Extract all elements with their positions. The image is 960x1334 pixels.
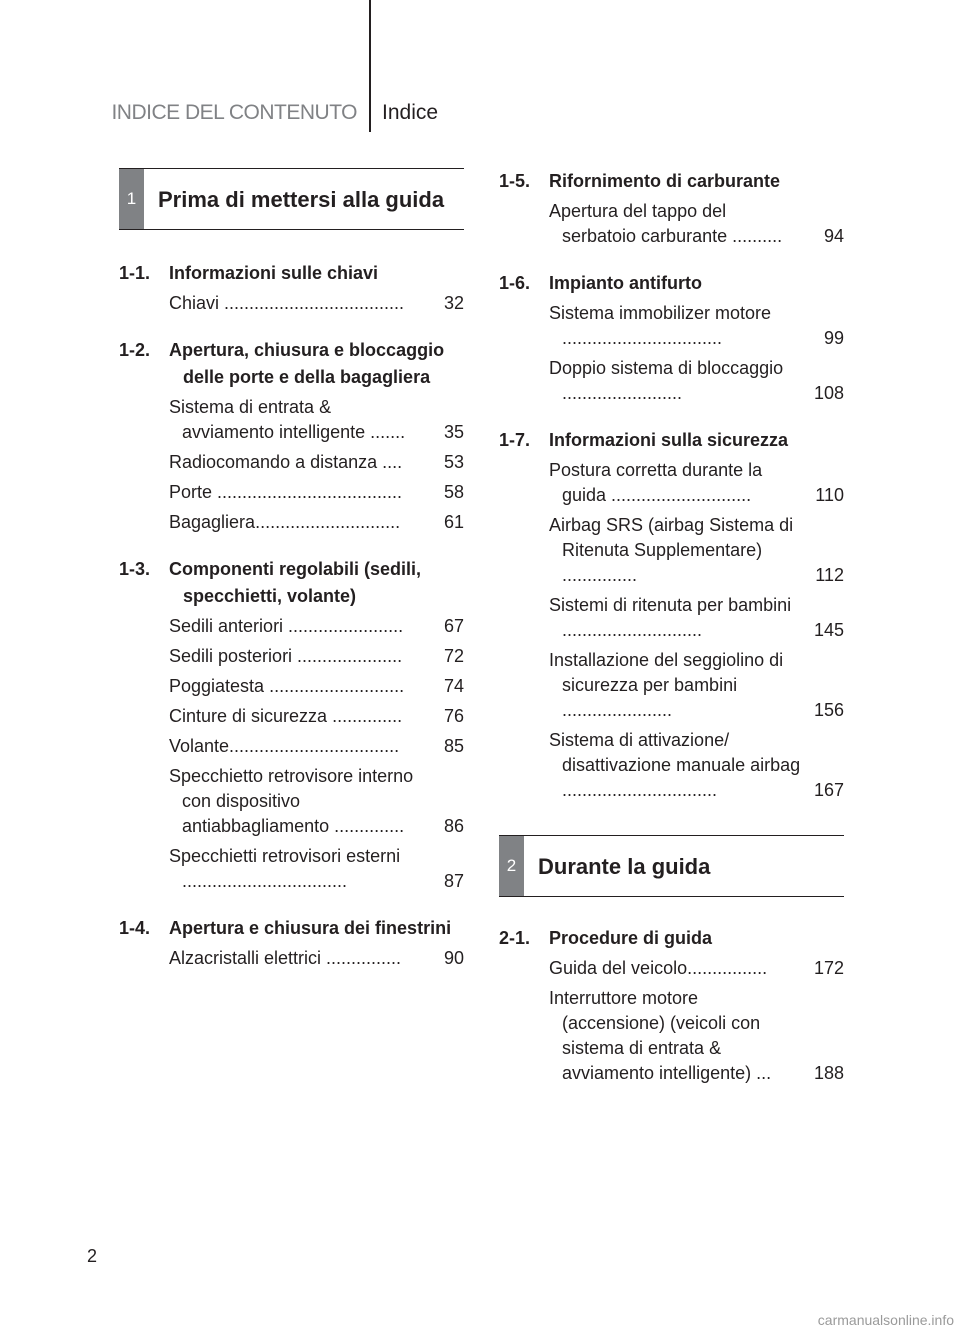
toc-entry-page: 110 <box>815 485 844 505</box>
section-number: 1-5. <box>499 171 531 191</box>
section-number: 2-1. <box>499 928 531 948</box>
toc-entry-page: 86 <box>443 816 464 836</box>
section-heading[interactable] <box>499 168 844 195</box>
toc-entry-page: 74 <box>443 676 464 696</box>
section-number: 1-6. <box>499 273 531 293</box>
section-heading[interactable] <box>499 925 844 952</box>
toc-entry-text: Doppio sistema di bloccaggio ........................ <box>549 358 784 403</box>
toc-entry-text: Sistema di entrata & avviamento intelligente ....... <box>169 397 406 442</box>
toc-entry-text: Specchietto retrovisore interno con dispositivo antiabbagliamento .............. <box>169 766 414 836</box>
toc-entry-page: 172 <box>813 958 844 978</box>
toc-entry[interactable] <box>169 510 464 535</box>
section-heading[interactable] <box>119 260 464 287</box>
toc-entry-page: 90 <box>443 948 464 968</box>
toc-entry[interactable] <box>549 986 844 1086</box>
section-title: Informazioni sulla sicurezza <box>549 430 789 450</box>
section-heading[interactable] <box>499 270 844 297</box>
toc-entry[interactable] <box>169 395 464 445</box>
toc-entry-page: 58 <box>443 482 464 502</box>
toc-entry[interactable] <box>169 480 464 505</box>
section-title: Informazioni sulle chiavi <box>169 263 379 283</box>
toc-entry-text: Bagagliera............................. <box>169 512 401 532</box>
section-number: 1-3. <box>119 559 151 579</box>
toc-entry-page: 167 <box>813 780 844 800</box>
toc-entry[interactable] <box>169 946 464 971</box>
toc-entry-page: 72 <box>443 646 464 666</box>
section-1-5 <box>499 168 844 249</box>
section-1-6 <box>499 270 844 406</box>
toc-entry[interactable] <box>549 513 844 588</box>
toc-column-left <box>119 168 464 992</box>
toc-entry[interactable] <box>169 291 464 316</box>
section-1-4 <box>119 915 464 971</box>
toc-entry[interactable] <box>169 844 464 894</box>
toc-entry[interactable] <box>169 450 464 475</box>
toc-entry-text: Interruttore motore (accensione) (veicoli con sistema di entrata & avviamento intelligente) ... <box>549 988 772 1083</box>
toc-entry[interactable] <box>169 644 464 669</box>
toc-entry-text: Sistema immobilizer motore ................................ <box>549 303 772 348</box>
section-2-1 <box>499 925 844 1086</box>
toc-entry-text: Guida del veicolo................ <box>549 958 768 978</box>
toc-entry-text: Porte ..................................... <box>169 482 403 502</box>
section-1-7 <box>499 427 844 803</box>
section-heading[interactable] <box>119 556 464 610</box>
toc-entry-page: 145 <box>813 620 844 640</box>
toc-entry-page: 67 <box>443 616 464 636</box>
header-subsection-title: Indice <box>382 101 439 124</box>
toc-column-right <box>499 168 844 1107</box>
section-title: Rifornimento di carburante <box>549 171 781 191</box>
toc-entry-text: Sedili anteriori ....................... <box>169 616 404 636</box>
section-1-2 <box>119 337 464 535</box>
section-number: 1-1. <box>119 263 151 283</box>
page-number: 2 <box>87 1246 98 1266</box>
section-title: Procedure di guida <box>549 928 713 948</box>
toc-entry-text: Sistemi di ritenuta per bambini ............................ <box>549 595 792 640</box>
chapter-2-number: 2 <box>499 836 524 896</box>
section-title: Apertura e chiusura dei finestrini <box>169 918 452 938</box>
section-title: Componenti regolabili (sedili, specchietti, volante) <box>169 559 422 606</box>
toc-entry[interactable] <box>549 728 844 803</box>
toc-entry-page: 76 <box>443 706 464 726</box>
toc-entry[interactable] <box>169 704 464 729</box>
section-number: 1-4. <box>119 918 151 938</box>
toc-entry-text: Postura corretta durante la guida ............................ <box>549 460 763 505</box>
toc-entry[interactable] <box>549 956 844 981</box>
toc-entry-page: 32 <box>443 293 464 313</box>
toc-entry[interactable] <box>549 648 844 723</box>
section-number: 1-7. <box>499 430 531 450</box>
toc-entry-text: Installazione del seggiolino di sicurezza per bambini ...................... <box>549 650 784 720</box>
toc-entry[interactable] <box>549 458 844 508</box>
toc-entry[interactable] <box>549 356 844 406</box>
chapter-1-title: Prima di mettersi alla guida <box>158 186 445 212</box>
toc-entry-page: 85 <box>443 736 464 756</box>
section-title: Apertura, chiusura e bloccaggio delle porte e della bagagliera <box>169 340 445 387</box>
toc-entry-page: 99 <box>823 328 844 348</box>
toc-entry-text: Airbag SRS (airbag Sistema di Ritenuta Supplementare) ............... <box>549 515 794 585</box>
section-title: Impianto antifurto <box>549 273 702 293</box>
header-divider <box>369 0 371 132</box>
toc-entry-page: 112 <box>815 565 844 585</box>
section-1-1 <box>119 260 464 316</box>
toc-entry-text: Sedili posteriori ..................... <box>169 646 403 666</box>
toc-entry-page: 53 <box>443 452 464 472</box>
toc-entry-text: Chiavi .................................... <box>169 293 405 313</box>
toc-entry-page: 188 <box>813 1063 844 1083</box>
chapter-1-number: 1 <box>119 169 144 229</box>
chapter-2-title: Durante la guida <box>538 853 711 879</box>
toc-entry[interactable] <box>549 199 844 249</box>
toc-entry-text: Cinture di sicurezza .............. <box>169 706 403 726</box>
toc-entry-text: Specchietti retrovisori esterni ................................. <box>169 846 401 891</box>
toc-entry-text: Volante.................................. <box>169 736 400 756</box>
toc-entry-text: Poggiatesta ........................... <box>169 676 405 696</box>
section-number: 1-2. <box>119 340 151 360</box>
toc-entry-text: Alzacristalli elettrici ............... <box>169 948 402 968</box>
toc-entry-page: 87 <box>443 871 464 891</box>
section-heading[interactable] <box>119 337 464 391</box>
toc-entry[interactable] <box>549 301 844 351</box>
toc-entry[interactable] <box>549 593 844 643</box>
toc-entry-page: 61 <box>443 512 464 532</box>
toc-entry-page: 108 <box>813 383 844 403</box>
toc-entry[interactable] <box>169 734 464 759</box>
toc-entry-page: 35 <box>443 422 464 442</box>
toc-entry-text: Sistema di attivazione/ disattivazione manuale airbag ............................... <box>549 730 801 800</box>
toc-entry-text: Apertura del tappo del serbatoio carburante .......... <box>549 201 783 246</box>
chapter-1-header[interactable] <box>119 168 464 230</box>
toc-entry[interactable] <box>169 764 464 839</box>
toc-entry[interactable] <box>169 614 464 639</box>
chapter-2-header[interactable] <box>499 835 844 897</box>
toc-entry-text: Radiocomando a distanza .... <box>169 452 403 472</box>
watermark: carmanualsonline.info <box>817 1312 954 1328</box>
header-section-title: INDICE DEL CONTENUTO <box>111 101 357 124</box>
section-heading[interactable] <box>499 427 844 454</box>
toc-entry-page: 156 <box>813 700 844 720</box>
toc-entry[interactable] <box>169 674 464 699</box>
section-1-3 <box>119 556 464 894</box>
toc-entry-page: 94 <box>823 226 844 246</box>
section-heading[interactable] <box>119 915 464 942</box>
